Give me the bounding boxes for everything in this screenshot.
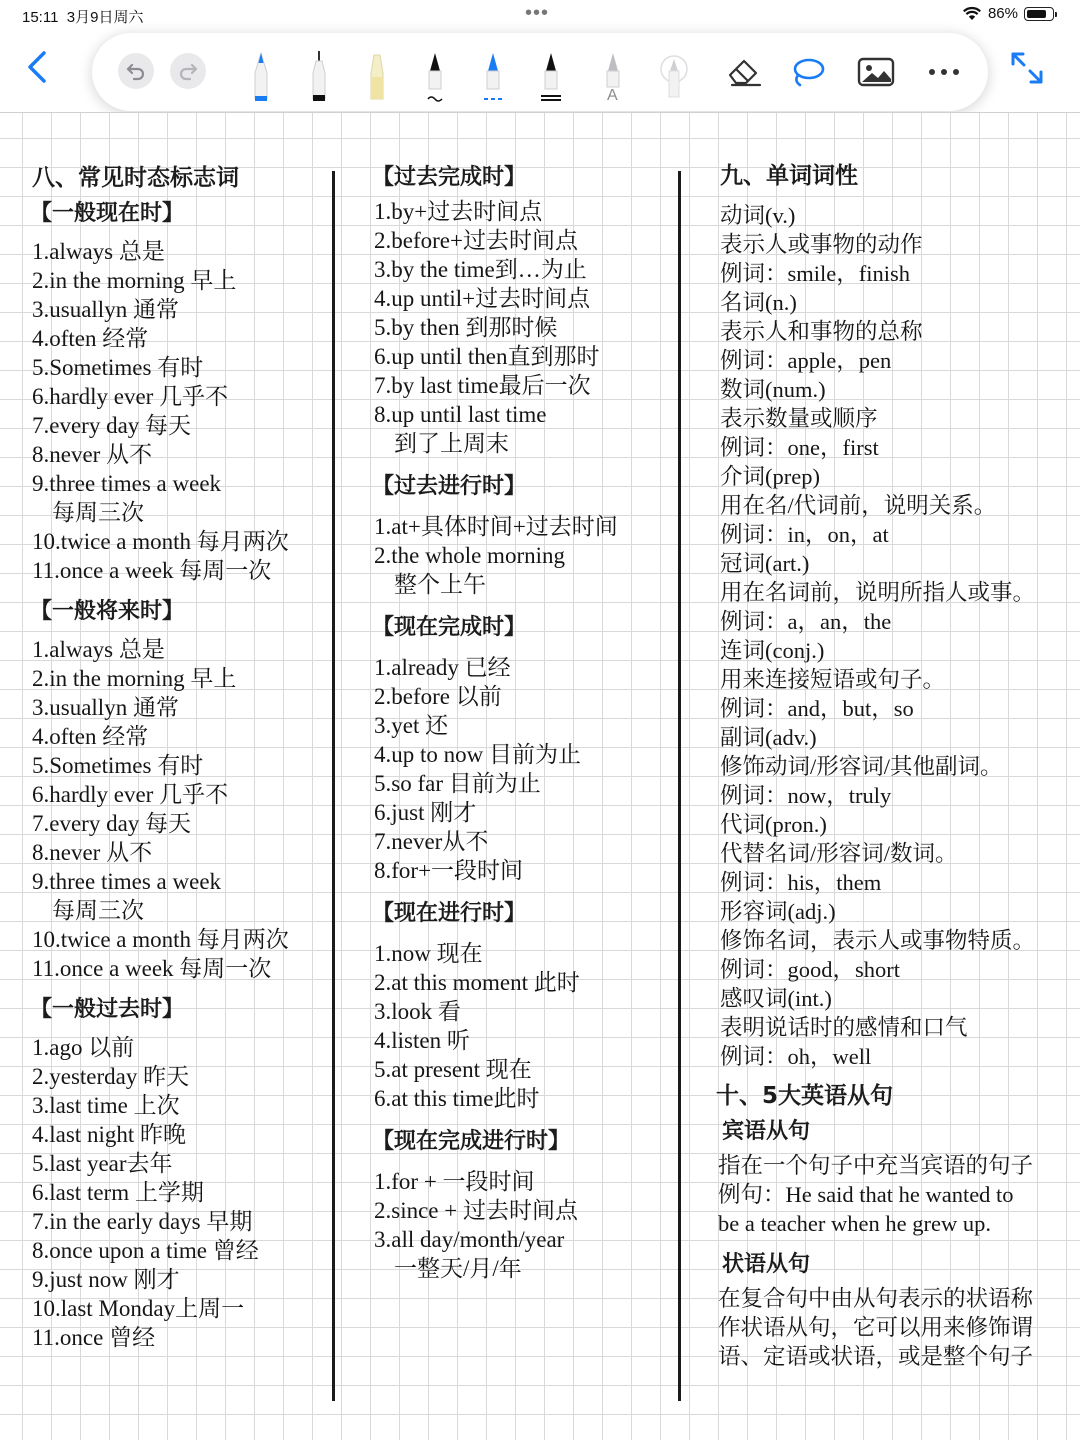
chevron-left-icon <box>20 45 60 89</box>
pen-blue-tool[interactable] <box>246 47 276 110</box>
word-class-line: 例词：now，truly <box>720 783 892 808</box>
laser-pointer-icon <box>654 47 694 105</box>
marker-item: 2.in the morning 早上 <box>32 268 237 293</box>
section-title-parts-of-speech: 九、单词词性 <box>720 163 858 189</box>
expand-icon <box>1005 46 1049 90</box>
word-class-line: 用在名词前，说明所指人或事。 <box>720 580 1036 605</box>
word-class-line: 例词：smile，finish <box>720 261 910 286</box>
pencil-font-label: A <box>607 87 618 104</box>
marker-item: 6.hardly ever 几乎不 <box>32 384 229 409</box>
word-class-line: 代词(pron.) <box>720 812 827 837</box>
word-class-line: 名词(n.) <box>720 290 797 315</box>
marker-item: 8.up until last time <box>374 402 547 427</box>
marker-item: 9.three times a week <box>32 869 222 894</box>
battery-icon <box>1024 7 1054 21</box>
marker-item: 5.last year去年 <box>32 1151 173 1176</box>
column-tense-markers <box>32 163 328 1352</box>
tense-heading: 【过去完成时】 <box>372 165 527 190</box>
highlighter-yellow-icon <box>362 47 392 105</box>
marker-item: 7.every day 每天 <box>32 811 192 836</box>
marker-item: 1.ago 以前 <box>32 1035 135 1060</box>
marker-item: 8.never 从不 <box>32 840 153 865</box>
word-class-line: 连词(conj.) <box>720 638 825 663</box>
marker-item: 5.at present 现在 <box>374 1057 532 1082</box>
marker-item: 6.hardly ever 几乎不 <box>32 782 229 807</box>
marker-item: 1.always 总是 <box>32 239 165 264</box>
fineliner-black-icon <box>304 47 334 105</box>
marker-item: 3.all day/month/year <box>374 1227 565 1252</box>
lasso-icon <box>788 55 828 89</box>
marker-item: 每周三次 <box>52 898 144 923</box>
brush-pen-tool[interactable] <box>420 47 450 110</box>
note-page[interactable] <box>0 113 1080 1440</box>
status-indicators <box>962 5 1054 22</box>
marker-item: 3.usuallyn 通常 <box>32 297 179 322</box>
undo-icon <box>125 60 147 82</box>
word-class-line: 表明说话时的感情和口气 <box>720 1015 968 1040</box>
marker-item: 11.once a week 每周一次 <box>32 956 272 981</box>
marker-item: 1.always 总是 <box>32 637 165 662</box>
pen-thick-tool[interactable] <box>536 47 566 110</box>
word-class-line: 冠词(art.) <box>720 551 810 576</box>
marker-item: 10.twice a month 每月两次 <box>32 529 289 554</box>
marker-item: 3.usuallyn 通常 <box>32 695 179 720</box>
column-divider <box>678 171 681 1401</box>
word-class-line: 例词：one，first <box>720 435 879 460</box>
status-time: 15:11 3月9日周六 <box>22 9 144 26</box>
clause-text: 语、定语或状语，或是整个句子 <box>718 1344 1034 1369</box>
image-icon <box>856 55 896 89</box>
laser-pointer-tool[interactable] <box>654 47 694 110</box>
marker-item: 1.already 已经 <box>374 655 511 680</box>
battery-percent: 86% <box>987 5 1018 22</box>
marker-item: 10.twice a month 每月两次 <box>32 927 289 952</box>
marker-item: 4.last night 昨晚 <box>32 1122 186 1147</box>
marker-item: 8.for+一段时间 <box>374 858 524 883</box>
word-class-line: 用来连接短语或句子。 <box>720 667 946 692</box>
word-class-line: 感叹词(int.) <box>720 986 832 1011</box>
tense-heading: 【一般过去时】 <box>30 997 185 1022</box>
marker-item: 4.often 经常 <box>32 326 149 351</box>
clause-text: 指在一个句子中充当宾语的句子 <box>718 1153 1034 1178</box>
redo-icon <box>177 60 199 82</box>
section-title-clauses: 十、5大英语从句 <box>716 1083 894 1109</box>
column-parts-of-speech <box>716 161 1076 1371</box>
pen-thick-icon <box>536 47 566 105</box>
marker-item: 6.at this time此时 <box>374 1086 540 1111</box>
clause-text: 在复合句中由从句表示的状语称 <box>718 1286 1034 1311</box>
word-class-line: 例词：a，an，the <box>720 609 892 634</box>
pencil-tool[interactable] <box>598 47 628 110</box>
marker-item: 5.Sometimes 有时 <box>32 355 204 380</box>
highlighter-yellow-tool[interactable] <box>362 47 392 110</box>
marker-item: 2.at this moment 此时 <box>374 970 580 995</box>
tense-heading: 【过去进行时】 <box>372 474 527 499</box>
marker-item: 2.in the morning 早上 <box>32 666 237 691</box>
marker-item: 5.Sometimes 有时 <box>32 753 204 778</box>
marker-item: 7.never从不 <box>374 829 489 854</box>
marker-item: 10.last Monday上周一 <box>32 1296 245 1321</box>
pen-dashed-tool[interactable] <box>478 47 508 110</box>
marker-item: 6.up until then直到那时 <box>374 344 600 369</box>
word-class-line: 例词：in，on，at <box>720 522 889 547</box>
word-class-line: 动词(v.) <box>720 203 796 228</box>
marker-item: 每周三次 <box>52 500 144 525</box>
clause-text: 例句：He said that he wanted to <box>718 1182 1014 1207</box>
tense-heading: 【一般现在时】 <box>30 201 185 226</box>
marker-item: 3.look 看 <box>374 999 461 1024</box>
section-title-tense-markers: 八、常见时态标志词 <box>32 165 239 191</box>
clause-text: be a teacher when he grew up. <box>718 1211 991 1236</box>
word-class-line: 例词：his，them <box>720 870 882 895</box>
word-class-line: 例词：good，short <box>720 957 901 982</box>
marker-item: 6.last term 上学期 <box>32 1180 204 1205</box>
marker-item: 2.since + 过去时间点 <box>374 1198 578 1223</box>
pen-blue-icon <box>246 47 276 105</box>
clause-heading-adverbial: 状语从句 <box>722 1252 811 1277</box>
word-class-line: 形容词(adj.) <box>720 899 836 924</box>
marker-item: 5.so far 目前为止 <box>374 771 541 796</box>
status-bar <box>0 0 1080 32</box>
marker-item: 5.by then 到那时候 <box>374 315 558 340</box>
marker-item: 4.listen 听 <box>374 1028 470 1053</box>
marker-item: 2.the whole morning <box>374 543 565 568</box>
marker-item: 7.by last time最后一次 <box>374 373 591 398</box>
tense-heading: 【现在完成时】 <box>372 615 527 640</box>
marker-item: 7.every day 每天 <box>32 413 192 438</box>
more-icon <box>926 55 962 89</box>
marker-item: 到了上周末 <box>394 431 509 456</box>
marker-item: 1.by+过去时间点 <box>374 199 543 224</box>
undo-button[interactable] <box>118 53 154 89</box>
fineliner-black-tool[interactable] <box>304 47 334 110</box>
marker-item: 2.before 以前 <box>374 684 502 709</box>
marker-item: 2.before+过去时间点 <box>374 228 578 253</box>
marker-item: 4.up until+过去时间点 <box>374 286 591 311</box>
tense-heading: 【一般将来时】 <box>30 599 185 624</box>
more-button[interactable] <box>926 55 962 94</box>
eraser-tool[interactable] <box>724 55 764 94</box>
marker-item: 3.by the time到…为止 <box>374 257 587 282</box>
word-class-line: 表示数量或顺序 <box>720 406 878 431</box>
word-class-line: 代替名词/形容词/数词。 <box>720 841 958 866</box>
marker-item: 9.three times a week <box>32 471 222 496</box>
marker-item: 1.at+具体时间+过去时间 <box>374 514 618 539</box>
clause-text: 作状语从句，它可以用来修饰谓 <box>718 1315 1034 1340</box>
marker-item: 11.once a week 每周一次 <box>32 558 272 583</box>
insert-image-button[interactable] <box>856 55 896 94</box>
word-class-line: 修饰名词，表示人或事物特质。 <box>720 928 1036 953</box>
marker-item: 8.never 从不 <box>32 442 153 467</box>
word-class-line: 用在名/代词前，说明关系。 <box>720 493 997 518</box>
drawing-toolbar <box>92 33 988 111</box>
marker-item: 一整天/月/年 <box>394 1256 522 1281</box>
column-divider <box>332 171 335 1401</box>
wifi-icon <box>962 6 982 21</box>
word-class-line: 数词(num.) <box>720 377 826 402</box>
word-class-line: 例词：and，but，so <box>720 696 914 721</box>
redo-button[interactable] <box>170 53 206 89</box>
tense-heading: 【现在完成进行时】 <box>372 1129 571 1154</box>
word-class-line: 表示人和事物的总称 <box>720 319 923 344</box>
clause-heading-object: 宾语从句 <box>722 1119 811 1144</box>
column-perfect-progressive <box>374 163 674 1283</box>
multitasking-dots-icon[interactable]: ••• <box>525 2 550 24</box>
word-class-line: 例词：oh，well <box>720 1044 872 1069</box>
word-class-line: 介词(prep) <box>720 464 820 489</box>
fullscreen-button[interactable] <box>1005 46 1049 90</box>
word-class-line: 例词：apple，pen <box>720 348 892 373</box>
marker-item: 整个上午 <box>394 572 486 597</box>
battery-fill <box>1027 10 1046 18</box>
word-class-line: 副词(adv.) <box>720 725 817 750</box>
marker-item: 1.for + 一段时间 <box>374 1169 535 1194</box>
back-button[interactable] <box>20 45 60 89</box>
marker-item: 4.often 经常 <box>32 724 149 749</box>
marker-item: 6.just 刚才 <box>374 800 477 825</box>
marker-item: 9.just now 刚才 <box>32 1267 180 1292</box>
marker-item: 8.once upon a time 曾经 <box>32 1238 259 1263</box>
marker-item: 2.yesterday 昨天 <box>32 1064 190 1089</box>
marker-item: 7.in the early days 早期 <box>32 1209 253 1234</box>
brush-pen-icon <box>420 47 450 105</box>
marker-item: 3.yet 还 <box>374 713 449 738</box>
marker-item: 11.once 曾经 <box>32 1325 156 1350</box>
status-date: 3月9日周六 <box>66 9 144 26</box>
tense-heading: 【现在进行时】 <box>372 901 527 926</box>
word-class-line: 表示人或事物的动作 <box>720 232 923 257</box>
word-class-line: 修饰动词/形容词/其他副词。 <box>720 754 1003 779</box>
marker-item: 3.last time 上次 <box>32 1093 180 1118</box>
marker-item: 1.now 现在 <box>374 941 483 966</box>
pen-dashed-icon <box>478 47 508 105</box>
eraser-icon <box>724 55 764 89</box>
marker-item: 4.up to now 目前为止 <box>374 742 581 767</box>
lasso-tool[interactable] <box>788 55 828 94</box>
